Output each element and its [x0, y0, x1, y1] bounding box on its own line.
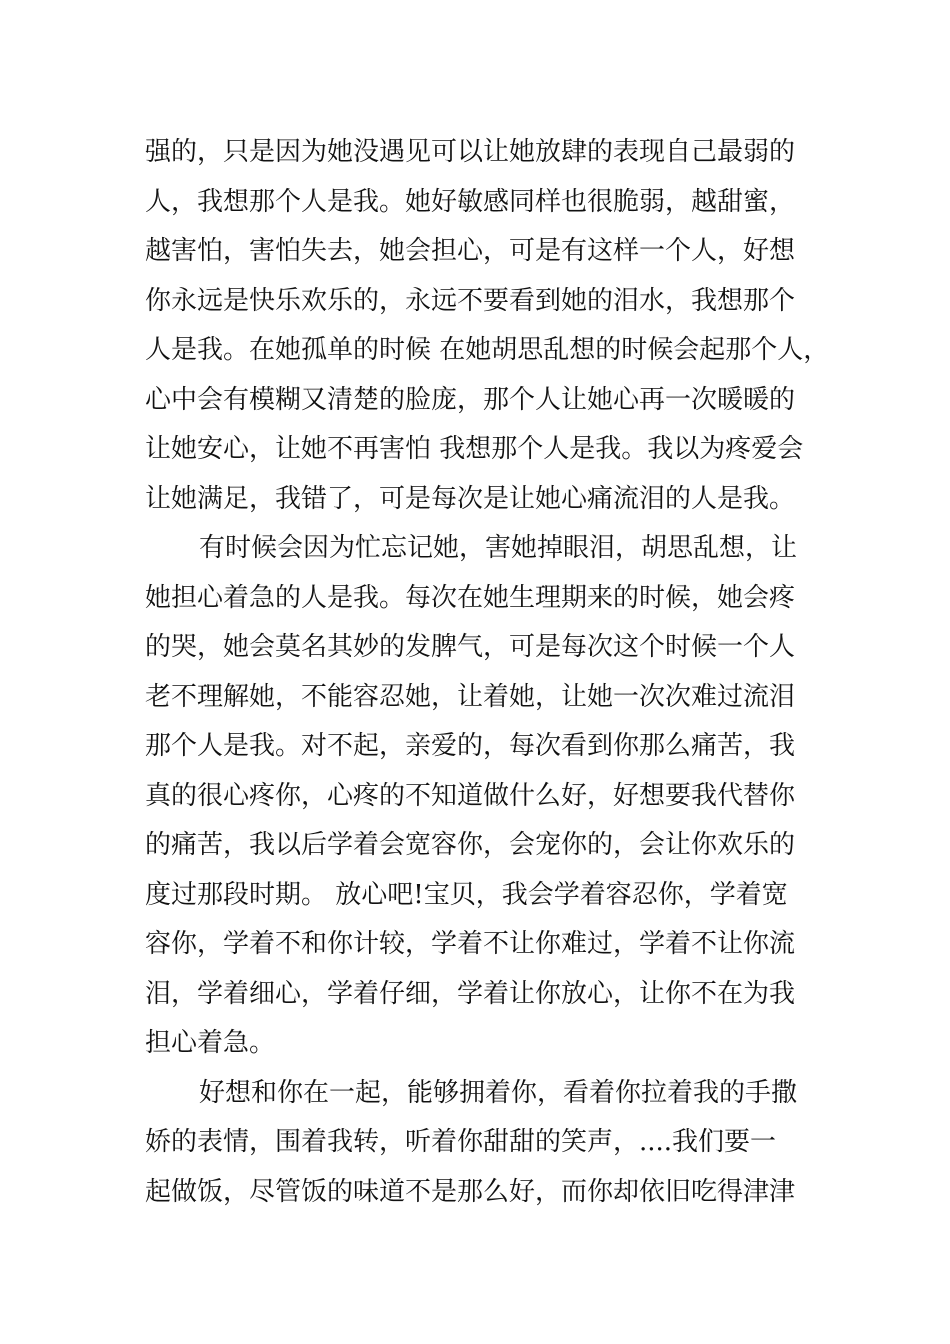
text-line: 的哭，她会莫名其妙的发脾气，可是每次这个时候一个人 — [145, 632, 796, 662]
text-line: 那个人是我。对不起，亲爱的，每次看到你那么痛苦，我 — [145, 731, 796, 761]
text-line: 好想和你在一起，能够拥着你，看着你拉着我的手撒 — [199, 1077, 798, 1108]
text-line: 容你，学着不和你计较，学着不让你难过，学着不让你流 — [145, 929, 796, 959]
text-line: 她担心着急的人是我。每次在她生理期来的时候，她会疼 — [145, 582, 796, 613]
text-line: 心中会有模糊又清楚的脸庞，那个人让她心再一次暖暖的 — [145, 384, 796, 415]
paragraph-3 — [145, 1069, 825, 1218]
text-line: 的痛苦，我以后学着会宽容你，会宠你的，会让你欢乐的 — [145, 830, 796, 860]
text-line: 起做饭，尽管饭的味道不是那么好，而你却依旧吃得津津 — [145, 1176, 796, 1207]
text-line: 娇的表情，围着我转，听着你甜甜的笑声，....我们要一 — [145, 1127, 777, 1157]
paragraph-2 — [145, 524, 825, 1069]
text-line: 人，我想那个人是我。她好敏感同样也很脆弱，越甜蜜， — [145, 186, 796, 217]
paragraph-1 — [145, 128, 830, 524]
text-line: 有时候会因为忙忘记她，害她掉眼泪，胡思乱想，让 — [199, 533, 798, 563]
text-line: 真的很心疼你，心疼的不知道做什么好，好想要我代替你 — [145, 780, 796, 811]
text-line: 让她安心，让她不再害怕 我想那个人是我。我以为疼爱会 — [145, 434, 804, 464]
text-line: 让她满足，我错了，可是每次是让她心痛流泪的人是我。 — [145, 483, 796, 514]
text-line: 泪，学着细心，学着仔细，学着让你放心，让你不在为我 — [145, 978, 796, 1009]
text-line: 老不理解她，不能容忍她，让着她，让她一次次难过流泪 — [145, 681, 796, 712]
text-line: 度过那段时期。 放心吧!宝贝，我会学着容忍你，学着宽 — [145, 879, 788, 910]
text-line: 你永远是快乐欢乐的，永远不要看到她的泪水，我想那个 — [145, 285, 796, 316]
text-line: 越害怕，害怕失去，她会担心，可是有这样一个人，好想 — [145, 236, 796, 266]
text-line: 人是我。在她孤单的时候 在她胡思乱想的时候会起那个人， — [145, 335, 830, 365]
text-line: 强的，只是因为她没遇见可以让她放肆的表现自己最弱的 — [145, 137, 796, 167]
text-line: 担心着急。 — [145, 1028, 276, 1058]
body-text — [145, 128, 830, 1217]
